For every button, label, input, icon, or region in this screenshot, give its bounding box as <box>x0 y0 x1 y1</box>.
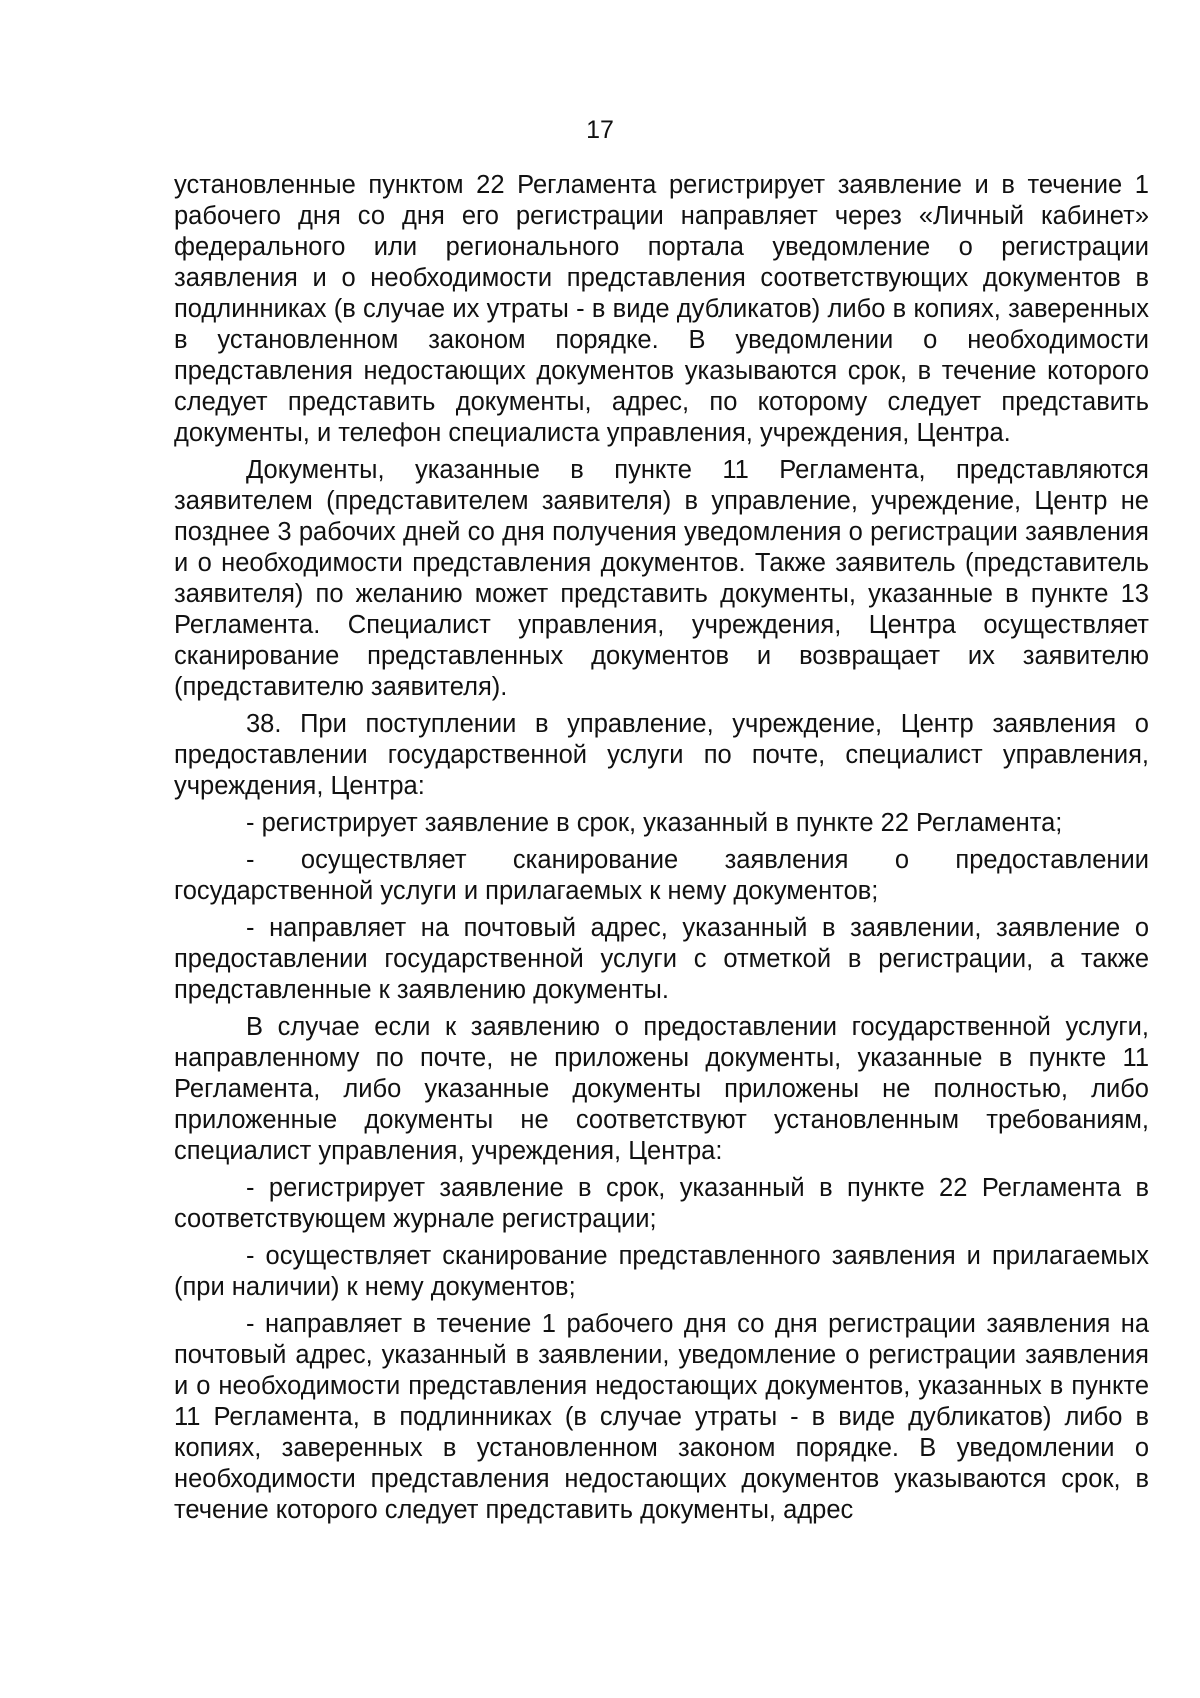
document-body <box>174 170 1149 1532</box>
list-item: - направляет в течение 1 рабочего дня со дня регистрации заявления на почтовый адрес, указанный в заявлении, уведомление о регистрации заявления и о необходимости представления недостающих документов, указанных в пункте 11 Регламента, в подлинниках (в случае утраты - в виде дубликатов) либо в копиях, заверенных в установленном законом порядке. В уведомлении о необходимости представления недостающих документов указываются срок, в течение которого следует представить документы, адрес <box>174 1310 1149 1524</box>
page-number: 17 <box>586 116 614 144</box>
list-item: - осуществляет сканирование представленного заявления и прилагаемых (при наличии) к нему документов; <box>174 1242 1149 1301</box>
paragraph: установленные пунктом 22 Регламента регистрирует заявление и в течение 1 рабочего дня со дня его регистрации направляет через «Личный кабинет» федерального или регионального портала уведомление о регистрации заявления и о необходимости представления соответствующих документов в подлинниках (в случае их утраты - в виде дубликатов) либо в копиях, заверенных в установленном законом порядке. В уведомлении о необходимости представления недостающих документов указываются срок, в течение которого следует представить документы, адрес, по которому следует представить документы, и телефон специалиста управления, учреждения, Центра. <box>174 171 1149 447</box>
list-item: - регистрирует заявление в срок, указанный в пункте 22 Регламента в соответствующем журнале регистрации; <box>174 1174 1149 1233</box>
paragraph: 38. При поступлении в управление, учреждение, Центр заявления о предоставлении государственной услуги по почте, специалист управления, учреждения, Центра: <box>174 710 1149 800</box>
paragraph: Документы, указанные в пункте 11 Регламента, представляются заявителем (представителем заявителя) в управление, учреждение, Центр не позднее 3 рабочих дней со дня получения уведомления о регистрации заявления и о необходимости представления документов. Также заявитель (представитель заявителя) по желанию может представить документы, указанные в пункте 13 Регламента. Специалист управления, учреждения, Центра осуществляет сканирование представленных документов и возвращает их заявителю (представителю заявителя). <box>174 456 1149 701</box>
list-item: - регистрирует заявление в срок, указанный в пункте 22 Регламента; <box>246 809 1063 837</box>
list-item: - осуществляет сканирование заявления о предоставлении государственной услуги и прилагаемых к нему документов; <box>174 846 1149 905</box>
list-item: - направляет на почтовый адрес, указанный в заявлении, заявление о предоставлении государственной услуги с отметкой в регистрации, а также представленные к заявлению документы. <box>174 914 1149 1004</box>
paragraph: В случае если к заявлению о предоставлении государственной услуги, направленному по почте, не приложены документы, указанные в пункте 11 Регламента, либо указанные документы приложены не полностью, либо приложенные документы не соответствуют установленным требованиям, специалист управления, учреждения, Центра: <box>174 1013 1149 1165</box>
